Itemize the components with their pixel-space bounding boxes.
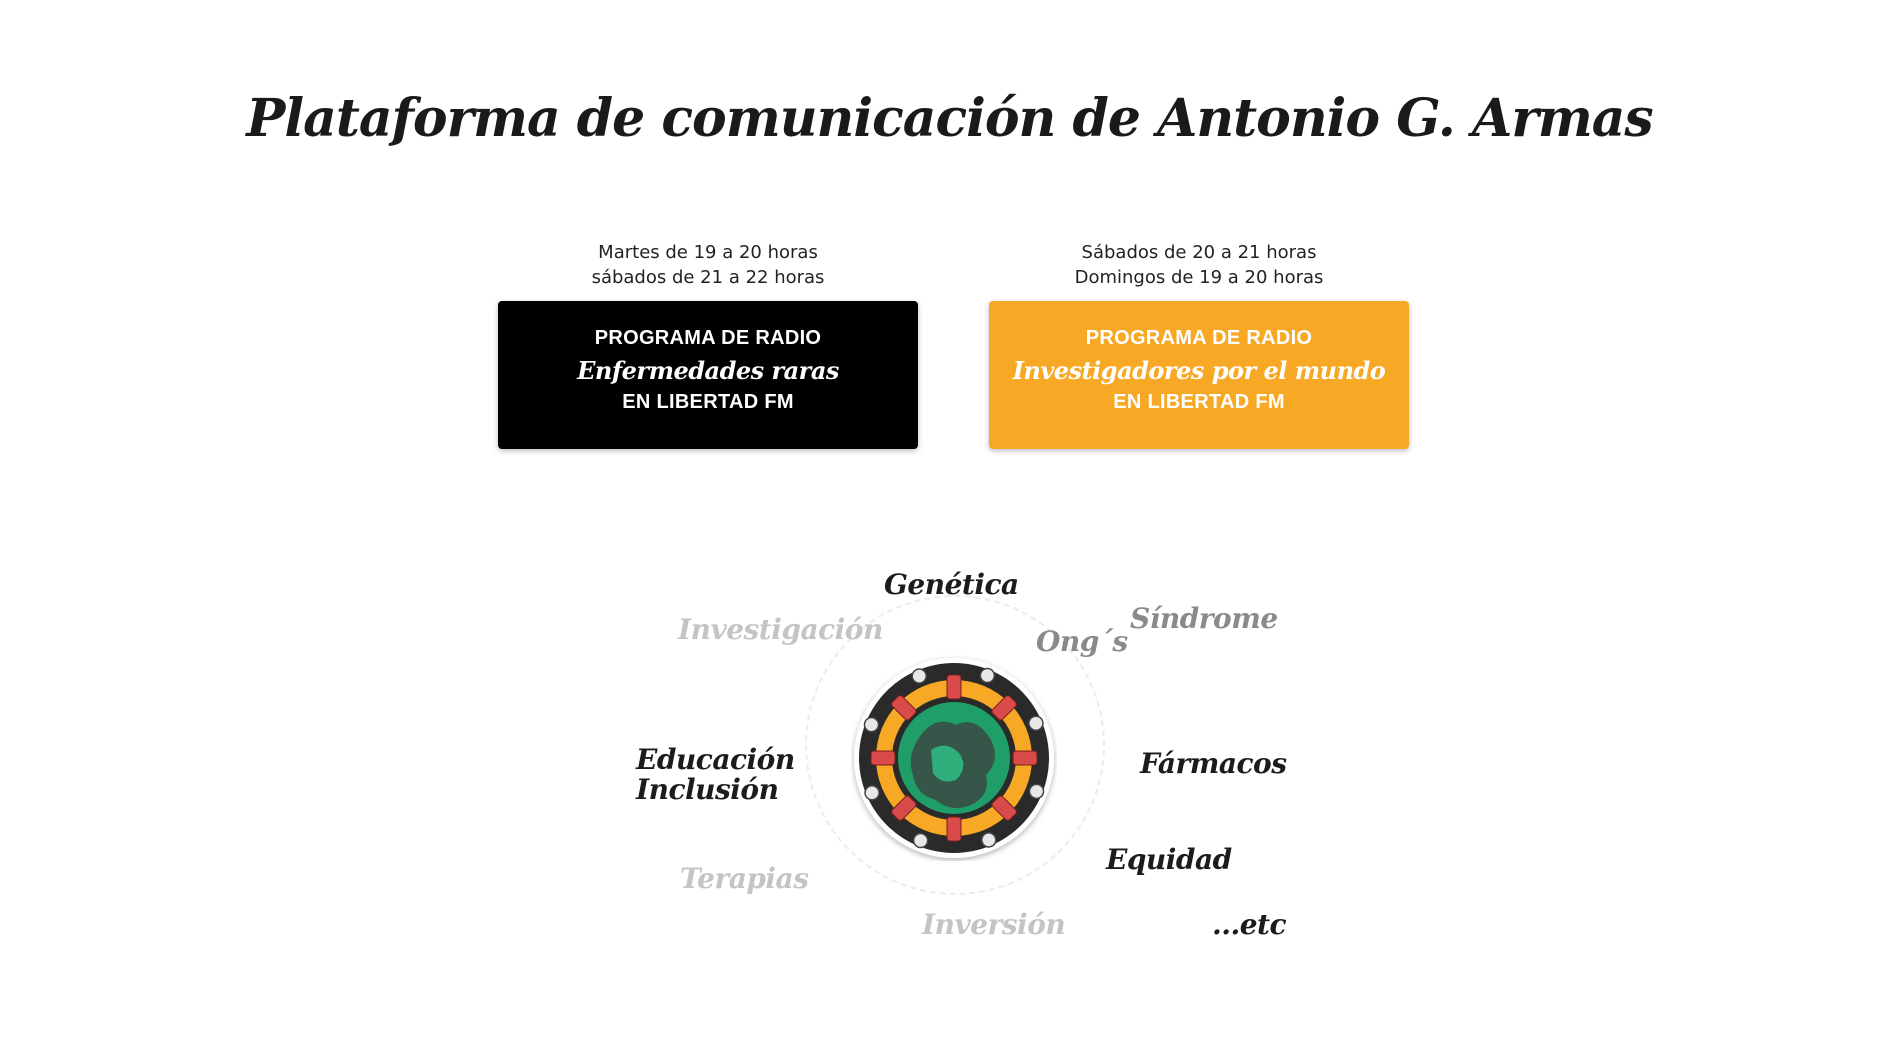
schedule-line: sábados de 21 a 22 horas (591, 267, 825, 288)
card-line-program: PROGRAMA DE RADIO (594, 327, 822, 349)
investigadores-button[interactable] (989, 301, 1409, 449)
card-line-show-name: Investigadores por el mundo (1012, 356, 1386, 385)
topic-ongs: Ong´s (1036, 625, 1128, 658)
card-line-station: EN LIBERTAD FM (1113, 391, 1285, 413)
enfermedades-raras-button[interactable] (498, 301, 918, 449)
topic-terapias: Terapias (680, 862, 809, 895)
schedule-line: Martes de 19 a 20 horas (598, 242, 818, 263)
topic-investigacion: Investigación (678, 613, 883, 646)
topic-inversion: Inversión (922, 908, 1066, 941)
card-line-show-name: Enfermedades raras (577, 356, 839, 385)
globe-gears-logo-icon (851, 655, 1057, 861)
schedule-enfermedades-raras (498, 240, 918, 290)
page-title: Plataforma de comunicación de Antonio G. Armas (246, 88, 1653, 149)
topic-genetica: Genética (884, 568, 1019, 601)
card-line-station: EN LIBERTAD FM (622, 391, 794, 413)
topic-farmacos: Fármacos (1140, 747, 1287, 780)
card-line-program: PROGRAMA DE RADIO (1085, 327, 1313, 349)
schedule-line: Domingos de 19 a 20 horas (1074, 267, 1324, 288)
topic-inclusion: Inclusión (636, 773, 779, 806)
topic-equidad: Equidad (1106, 843, 1232, 876)
schedule-line: Sábados de 20 a 21 horas (1081, 242, 1317, 263)
topic-etc: ...etc (1212, 908, 1287, 941)
topic-educacion: Educación (636, 743, 795, 776)
schedule-investigadores (989, 240, 1409, 290)
topic-sindrome: Síndrome (1130, 602, 1278, 635)
